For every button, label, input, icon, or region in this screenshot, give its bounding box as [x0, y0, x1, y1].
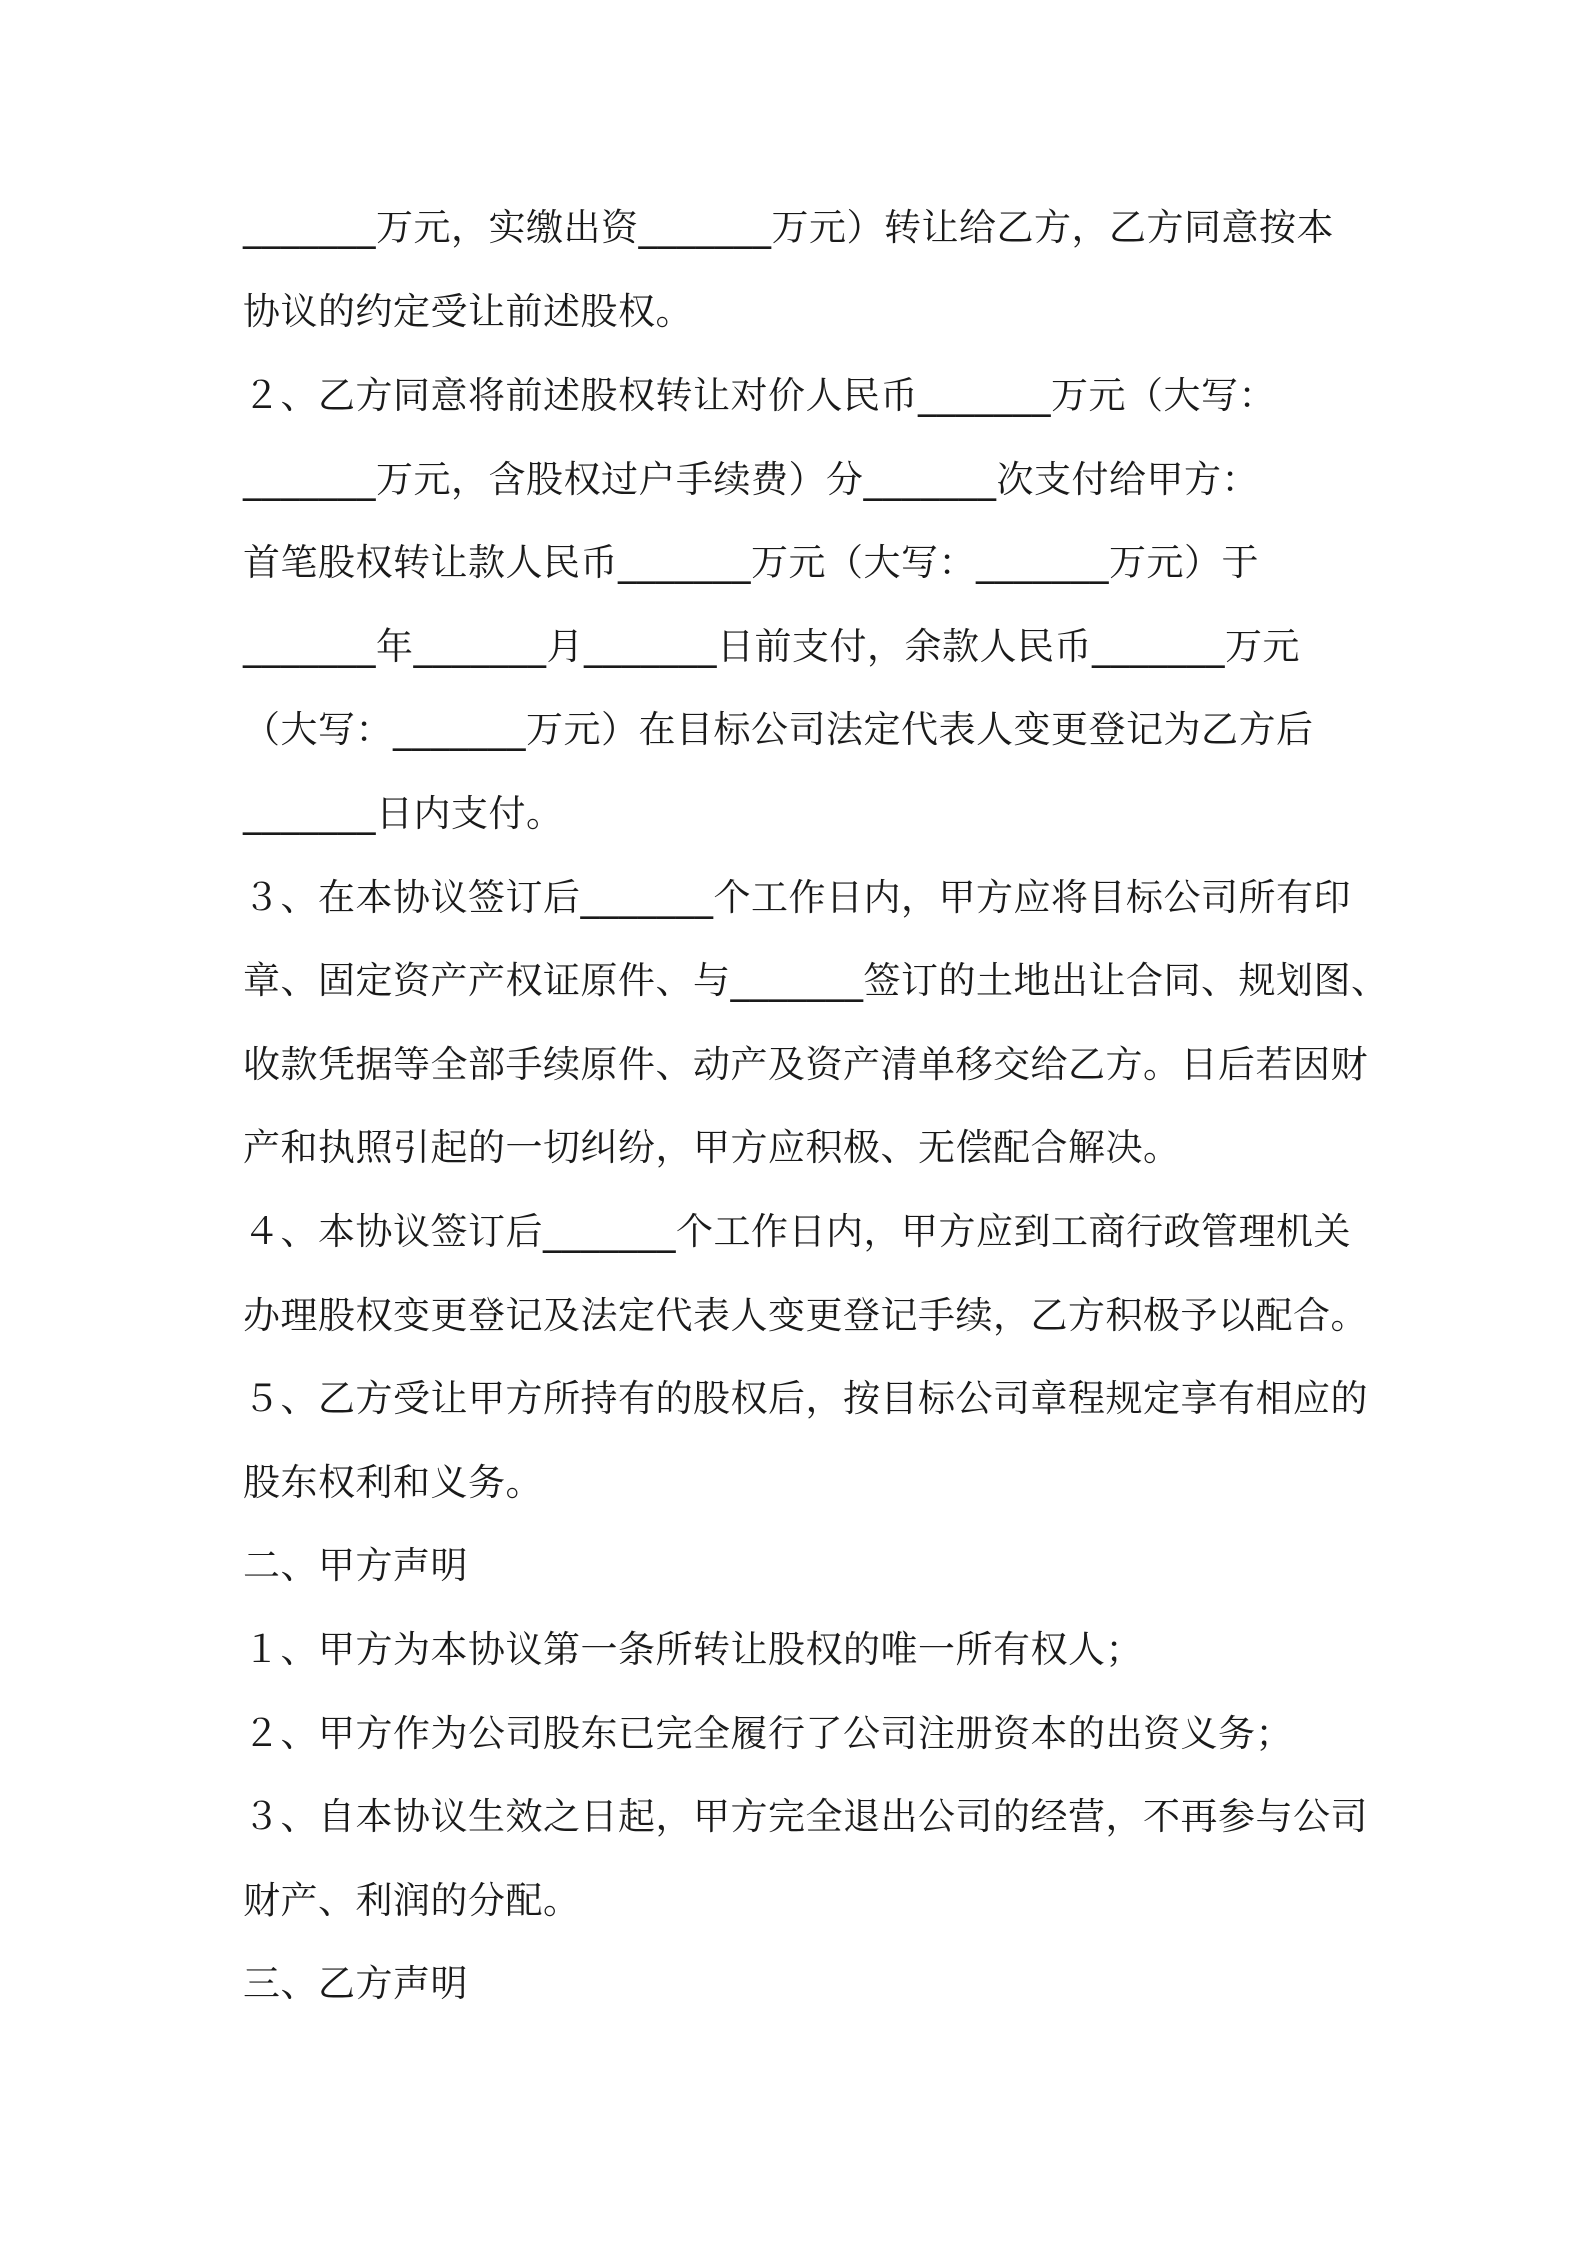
text-line: _______年_______月_______日前支付，余款人民币_______万元	[243, 625, 1300, 668]
text-line: ３、自本协议生效之日起，甲方完全退出公司的经营，不再参与公司	[243, 1795, 1368, 1838]
text-line: １、甲方为本协议第一条所转让股权的唯一所有权人；	[243, 1628, 1143, 1671]
section-heading: 二、甲方声明	[243, 1544, 468, 1587]
text-line: 股东权利和义务。	[243, 1461, 543, 1504]
text-line: 首笔股权转让款人民币_______万元（大写：_______万元）于	[243, 541, 1259, 584]
text-line: _______万元，含股权过户手续费）分_______次支付给甲方：	[243, 458, 1259, 501]
text-line: （大写：_______万元）在目标公司法定代表人变更登记为乙方后	[243, 708, 1314, 751]
text-line: 财产、利润的分配。	[243, 1879, 581, 1922]
text-line: ２、乙方同意将前述股权转让对价人民币_______万元（大写：	[243, 374, 1276, 417]
section-heading: 三、乙方声明	[243, 1962, 468, 2005]
text-line: ２、甲方作为公司股东已完全履行了公司注册资本的出资义务；	[243, 1712, 1293, 1755]
text-line: _______日内支付。	[243, 792, 564, 835]
text-line: 协议的约定受让前述股权。	[243, 290, 693, 333]
text-line: 办理股权变更登记及法定代表人变更登记手续，乙方积极予以配合。	[243, 1294, 1368, 1337]
text-line: 章、固定资产产权证原件、与_______签订的土地出让合同、规划图、	[243, 959, 1389, 1002]
text-line: 产和执照引起的一切纠纷，甲方应积极、无偿配合解决。	[243, 1126, 1181, 1169]
text-line: ４、本协议签订后_______个工作日内，甲方应到工商行政管理机关	[243, 1210, 1351, 1253]
text-line: ５、乙方受让甲方所持有的股权后，按目标公司章程规定享有相应的	[243, 1377, 1368, 1420]
text-line: ３、在本协议签订后_______个工作日内，甲方应将目标公司所有印	[243, 876, 1351, 919]
text-line: _______万元，实缴出资_______万元）转让给乙方，乙方同意按本	[243, 206, 1334, 249]
text-line: 收款凭据等全部手续原件、动产及资产清单移交给乙方。日后若因财	[243, 1043, 1368, 1086]
